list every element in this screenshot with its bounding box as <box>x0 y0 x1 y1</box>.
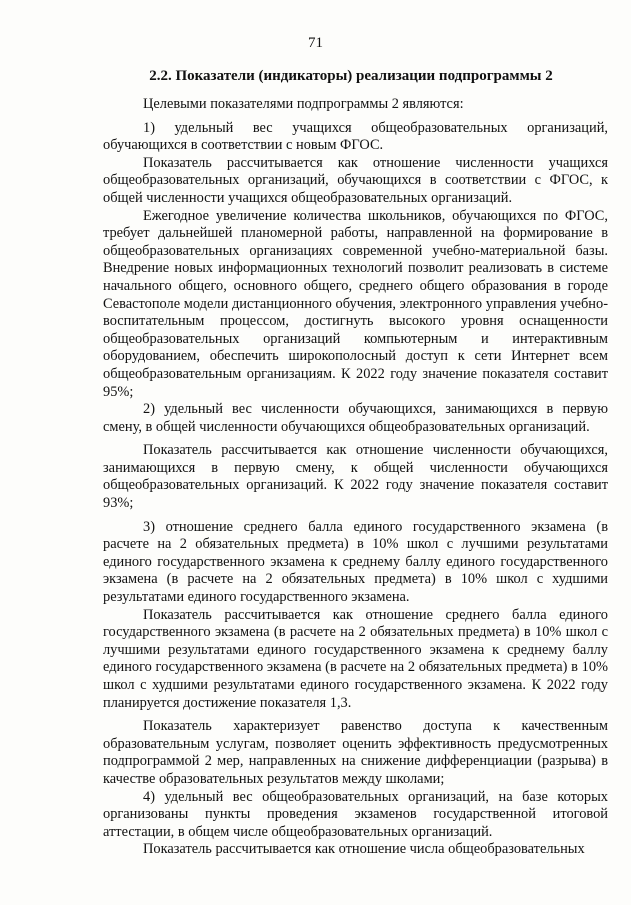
section-heading: 2.2. Показатели (индикаторы) реализации подпрограммы 2 <box>149 68 553 84</box>
paragraph-indicator-1-calc: Показатель рассчитывается как отношение численности учащихся общеобразовательных организаций, обучающихся в соответствии с ФГОС, к общей численности учащихся общеобразовательных организаций. <box>103 154 608 206</box>
paragraph-indicator-1-detail: Ежегодное увеличение количества школьников, обучающихся по ФГОС, требует дальнейшей планомерной работы, направленной на формирование в общеобразовательных организациях современной учебно-материальной базы. Внедрение новых информационных технологий позволит реализовать в системе начального общего, основного общего, среднего общего образования в городе Севастополе модели дистанционного обучения, электронного управления учебно-воспитательным процессом, достигнуть высокого уровня оснащенности общеобразовательных организаций компьютерным и интерактивным оборудованием, обеспечить широкополосный доступ к сети Интернет всем общеобразовательным организациям. К 2022 году значение показателя составит 95%; <box>103 207 608 400</box>
paragraph-indicator-1: 1) удельный вес учащихся общеобразовательных организаций, обучающихся в соответствии с новым ФГОС. <box>103 119 608 154</box>
paragraph-indicator-3-detail: Показатель характеризует равенство доступа к качественным образовательным услугам, позволяет оценить эффективность предусмотренных подпрограммой 2 мер, направленных на снижение дифференциации (разрыва) в качестве образовательных результатов между школами; <box>103 718 608 787</box>
paragraph-indicator-4: 4) удельный вес общеобразовательных организаций, на базе которых организованы пункты проведения экзаменов государственной итоговой аттестации, в общем числе общеобразовательных организаций. <box>103 788 608 840</box>
paragraph-indicator-4-calc: Показатель рассчитывается как отношение числа общеобразовательных <box>143 841 585 858</box>
paragraph-indicator-3-calc: Показатель рассчитывается как отношение среднего балла единого государственного экзамена (в расчете на 2 обязательных предмета) в 10% школ с лучшими результатами единого государственного экзамена к среднему баллу единого государственного экзамена (в расчете на 2 обязательных предмета) в 10% школ с худшими результатами единого государственного экзамена. К 2022 году планируется достижение показателя 1,3. <box>103 606 608 711</box>
paragraph-indicator-2: 2) удельный вес численности обучающихся, занимающихся в первую смену, в общей численности обучающихся общеобразовательных организаций. <box>103 401 608 435</box>
paragraph-indicator-2-calc: Показатель рассчитывается как отношение численности обучающихся, занимающихся в первую смену, к общей численности обучающихся общеобразовательных организаций. К 2022 году значение показателя составит 93%; <box>103 442 608 512</box>
paragraph-indicator-3: 3) отношение среднего балла единого государственного экзамена (в расчете на 2 обязательных предмета) в 10% школ с лучшими результатами единого государственного экзамена к среднему баллу единого государственного экзамена (в расчете на 2 обязательных предмета) в 10% школ с худшими результатами единого государственного экзамена. <box>103 518 608 606</box>
page-number: 71 <box>308 35 323 51</box>
body-text <box>103 96 608 859</box>
paragraph-intro: Целевыми показателями подпрограммы 2 являются: <box>143 96 464 112</box>
